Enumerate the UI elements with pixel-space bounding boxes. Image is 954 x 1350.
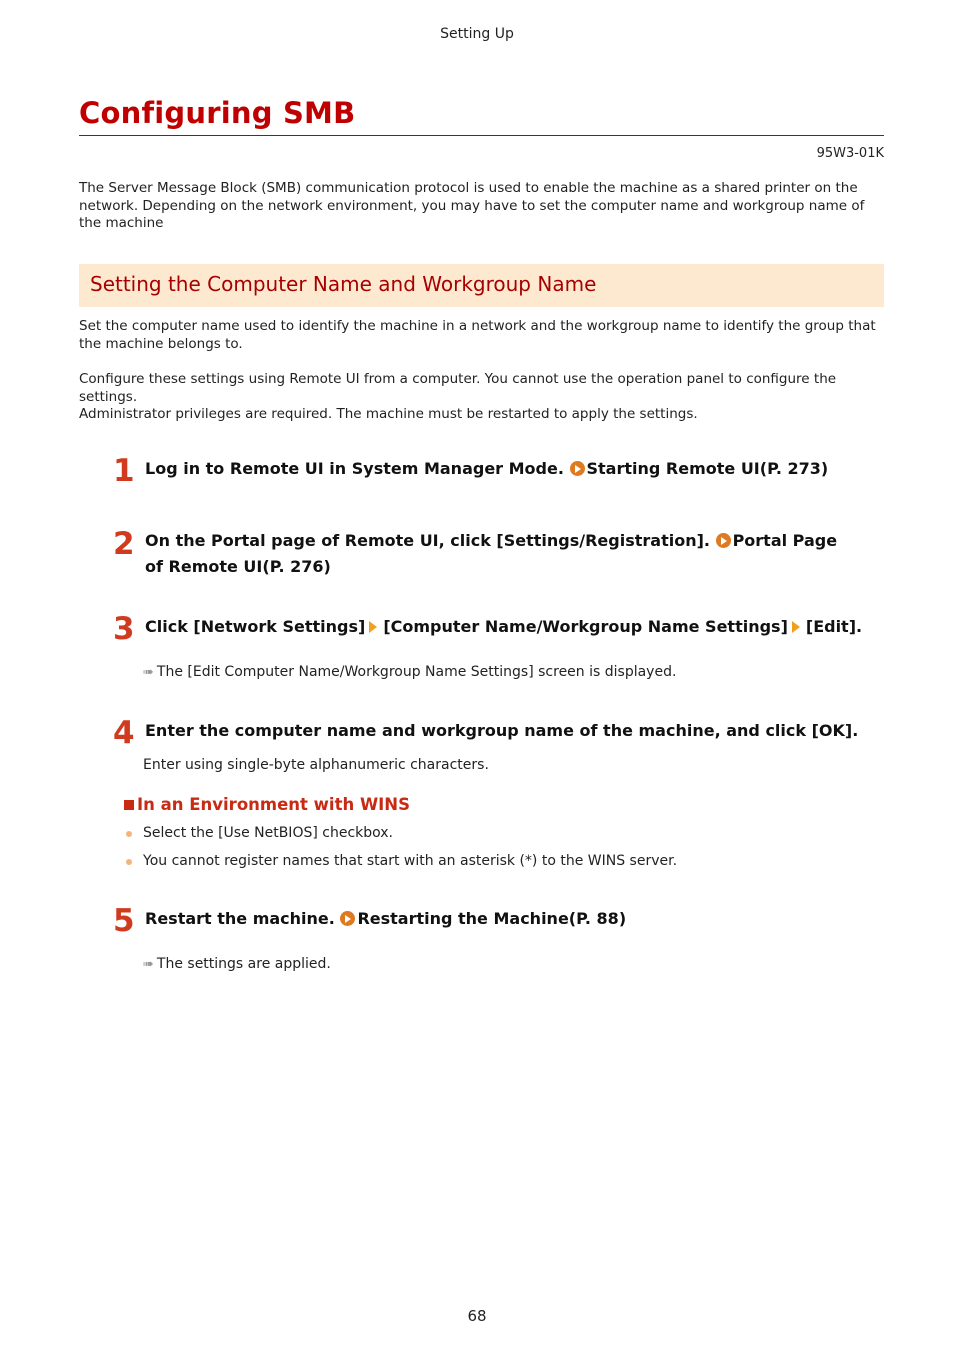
wins-bullet-2: You cannot register names that start with an asterisk (*) to the WINS server. [143, 853, 678, 869]
result-arrow-icon: ➠ [143, 665, 154, 680]
settings-note: Configure these settings using Remote UI from a computer. You cannot use the operation panel to configure the settings. [79, 371, 837, 405]
intro-paragraph: The Server Message Block (SMB) communication protocol is used to enable the machine as a shared printer on the network. Depending on the network environment, you may have to set the computer name and workgroup name of the machine [79, 180, 865, 231]
wins-heading: In an Environment with WINS [124, 795, 410, 814]
running-header: Setting Up [440, 26, 514, 42]
section-paragraph-1: Set the computer name used to identify the machine in a network and the workgroup name to identify the group that the machine belongs to. [79, 318, 876, 352]
page-number: 68 [467, 1307, 487, 1325]
menu-arrow-icon [792, 621, 800, 633]
step-1-number: 1 [113, 453, 135, 489]
section-header [79, 264, 884, 307]
step-4-number: 4 [113, 715, 135, 751]
step-5-result: ➠ The settings are applied. [143, 956, 331, 972]
step-3-result: ➠ The [Edit Computer Name/Workgroup Name Settings] screen is displayed. [143, 664, 677, 680]
link-portal-page[interactable]: Portal Page of Remote UI(P. 276) [145, 531, 838, 576]
step-3-text [145, 614, 865, 640]
link-starting-remote-ui[interactable]: Starting Remote UI(P. 273) [570, 459, 829, 478]
bullet-icon [126, 831, 132, 837]
step-4-text: Enter the computer name and workgroup name of the machine, and click [OK]. [145, 721, 859, 740]
step-2-instruction: On the Portal page of Remote UI, click [Settings/Registration]. [145, 531, 710, 550]
step-4-note: Enter using single-byte alphanumeric characters. [143, 757, 489, 773]
step-3-part-3: [Edit]. [805, 617, 863, 636]
section-title: Setting the Computer Name and Workgroup Name [90, 272, 597, 296]
document-code: 95W3-01K [816, 146, 884, 161]
bullet-icon [126, 859, 132, 865]
step-2-number: 2 [113, 526, 135, 562]
wins-bullet-1: Select the [Use NetBIOS] checkbox. [143, 825, 394, 841]
step-3-part-1: Click [Network Settings] [145, 617, 366, 636]
step-5-text [145, 906, 865, 932]
result-arrow-icon: ➠ [143, 957, 154, 972]
step-2-text [145, 528, 845, 580]
step-5-instruction: Restart the machine. [145, 909, 335, 928]
title-divider [79, 135, 884, 136]
privileges-note: Administrator privileges are required. The machine must be restarted to apply the settings. [79, 406, 698, 422]
menu-arrow-icon [369, 621, 377, 633]
link-arrow-icon [716, 533, 731, 548]
link-arrow-icon [570, 461, 585, 476]
step-5-number: 5 [113, 903, 135, 939]
step-3-part-2: [Computer Name/Workgroup Name Settings] [383, 617, 788, 636]
step-1-instruction: Log in to Remote UI in System Manager Mode. [145, 459, 564, 478]
link-arrow-icon [340, 911, 355, 926]
square-bullet-icon [124, 800, 134, 810]
link-restarting-machine[interactable]: Restarting the Machine(P. 88) [340, 909, 626, 928]
page-title: Configuring SMB [79, 96, 356, 130]
step-3-number: 3 [113, 611, 135, 647]
section-paragraph-2 [79, 371, 884, 424]
step-1-text [145, 456, 865, 482]
